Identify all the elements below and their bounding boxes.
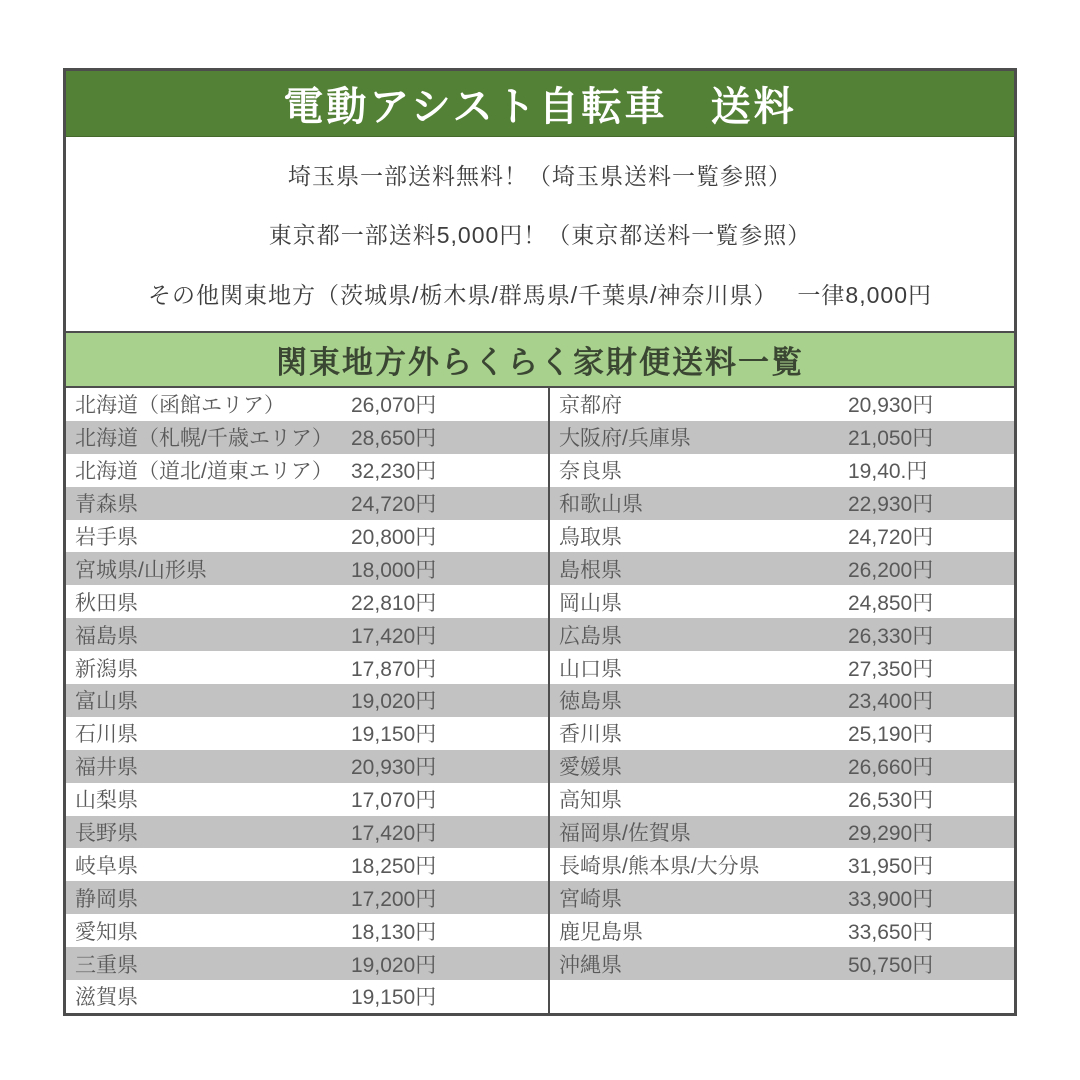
table-row: [550, 618, 1014, 651]
table-row: [550, 783, 1014, 816]
fee-cell: 17,420円: [351, 624, 437, 648]
table-row: [66, 454, 548, 487]
table-row: [66, 388, 548, 421]
fee-cell: 24,720円: [351, 493, 437, 517]
fee-cell: 18,000円: [351, 558, 437, 582]
fee-cell: 17,200円: [351, 887, 437, 911]
fee-cell: 23,400円: [848, 690, 934, 714]
region-cell: 新潟県: [75, 657, 138, 681]
fee-cell: 18,250円: [351, 854, 437, 878]
table-row: [66, 684, 548, 717]
region-cell: 長野県: [75, 822, 138, 846]
region-cell: 北海道（札幌/千歳エリア）: [75, 427, 333, 451]
fee-cell: 29,290円: [848, 822, 934, 846]
fee-cell: 17,870円: [351, 657, 437, 681]
table-row: [66, 585, 548, 618]
table-row: [550, 552, 1014, 585]
content-box: [63, 68, 1017, 1016]
table-row: [550, 684, 1014, 717]
table-row: [550, 454, 1014, 487]
fee-table-left-column: [66, 388, 550, 1013]
region-cell: 和歌山県: [559, 493, 643, 517]
table-row: [66, 717, 548, 750]
fee-cell: 20,800円: [351, 526, 437, 549]
table-row: [550, 520, 1014, 553]
fee-table: [66, 388, 1014, 1013]
fee-cell: 33,900円: [848, 887, 934, 911]
fee-cell: 28,650円: [351, 427, 437, 451]
table-row: [550, 947, 1014, 980]
fee-cell: 17,420円: [351, 822, 437, 846]
fee-cell: 20,930円: [848, 394, 934, 418]
fee-cell: 33,650円: [848, 920, 934, 944]
region-cell: 秋田県: [75, 591, 138, 615]
table-row: [66, 848, 548, 881]
table-row: [550, 388, 1014, 421]
fee-cell: 31,950円: [848, 854, 934, 878]
region-cell: 岩手県: [75, 526, 138, 549]
fee-cell: 19,40.円: [848, 460, 928, 484]
fee-cell: 17,070円: [351, 789, 437, 813]
table-row: [550, 750, 1014, 783]
table-row: [66, 914, 548, 947]
notice-saitama: 埼玉県一部送料無料！（埼玉県送料一覧参照）: [288, 163, 792, 190]
region-cell: 沖縄県: [559, 953, 622, 977]
table-row: [66, 783, 548, 816]
table-row: [66, 520, 548, 553]
table-row: [66, 552, 548, 585]
region-cell: 広島県: [559, 624, 622, 648]
region-cell: 島根県: [559, 558, 622, 582]
region-cell: 徳島県: [559, 690, 622, 714]
table-row: [550, 487, 1014, 520]
notice-other-kanto: その他関東地方（茨城県/栃木県/群馬県/千葉県/神奈川県） 一律8,000円: [147, 281, 932, 308]
region-cell: 山梨県: [75, 789, 138, 813]
region-cell: 北海道（道北/道東エリア）: [75, 460, 333, 484]
region-cell: 北海道（函館エリア）: [75, 394, 285, 418]
region-cell: 宮崎県: [559, 887, 622, 911]
fee-cell: 24,720円: [848, 526, 934, 549]
table-row: [66, 421, 548, 454]
fee-cell: 19,020円: [351, 953, 437, 977]
fee-cell: 18,130円: [351, 920, 437, 944]
region-cell: 石川県: [75, 723, 138, 747]
region-cell: 大阪府/兵庫県: [559, 427, 691, 451]
region-cell: 鹿児島県: [559, 920, 643, 944]
table-row: [66, 487, 548, 520]
fee-cell: 26,330円: [848, 624, 934, 648]
table-row: [550, 816, 1014, 849]
fee-cell: 19,150円: [351, 723, 437, 747]
table-row: [66, 651, 548, 684]
fee-cell: 24,850円: [848, 591, 934, 615]
region-cell: 富山県: [75, 690, 138, 714]
fee-cell: 26,660円: [848, 756, 934, 780]
table-row: [550, 421, 1014, 454]
region-cell: 福島県: [75, 624, 138, 648]
table-row: [550, 585, 1014, 618]
region-cell: 長崎県/熊本県/大分県: [559, 854, 760, 878]
table-row: [66, 881, 548, 914]
fee-table-title: 関東地方外らくらく家財便送料一覧: [66, 331, 1014, 388]
fee-cell: 32,230円: [351, 460, 437, 484]
table-row: [66, 980, 548, 1013]
fee-cell: 21,050円: [848, 427, 934, 451]
table-row: [550, 881, 1014, 914]
table-row: [66, 618, 548, 651]
fee-cell: 50,750円: [848, 953, 934, 977]
page-title: 電動アシスト自転車 送料: [66, 71, 1014, 137]
region-cell: 宮城県/山形県: [75, 558, 207, 582]
region-cell: 福岡県/佐賀県: [559, 822, 691, 846]
table-row: [66, 750, 548, 783]
table-row: [550, 914, 1014, 947]
fee-cell: 19,020円: [351, 690, 437, 714]
fee-cell: 22,810円: [351, 591, 437, 615]
table-row: [66, 947, 548, 980]
region-cell: 青森県: [75, 493, 138, 517]
region-cell: 福井県: [75, 756, 138, 780]
region-cell: 鳥取県: [559, 526, 622, 549]
region-cell: 京都府: [559, 394, 622, 418]
region-cell: 岡山県: [559, 591, 622, 615]
fee-cell: 26,070円: [351, 394, 437, 418]
region-cell: 高知県: [559, 789, 622, 813]
table-row: [550, 848, 1014, 881]
region-cell: 香川県: [559, 723, 622, 747]
table-row: [66, 816, 548, 849]
fee-table-right-column: [550, 388, 1014, 1013]
fee-cell: 25,190円: [848, 723, 934, 747]
region-cell: 滋賀県: [75, 986, 138, 1010]
region-cell: 奈良県: [559, 460, 622, 484]
notice-tokyo: 東京都一部送料5,000円！（東京都送料一覧参照）: [268, 222, 812, 249]
fee-cell: 27,350円: [848, 657, 934, 681]
region-cell: 山口県: [559, 657, 622, 681]
shipping-notices: [66, 137, 1014, 331]
table-row: [550, 980, 1014, 1013]
table-row: [550, 717, 1014, 750]
region-cell: 静岡県: [75, 887, 138, 911]
fee-cell: 20,930円: [351, 756, 437, 780]
region-cell: 愛知県: [75, 920, 138, 944]
region-cell: 岐阜県: [75, 854, 138, 878]
region-cell: 愛媛県: [559, 756, 622, 780]
fee-cell: 19,150円: [351, 986, 437, 1010]
table-row: [550, 651, 1014, 684]
region-cell: 三重県: [75, 953, 138, 977]
fee-cell: 26,530円: [848, 789, 934, 813]
fee-cell: 22,930円: [848, 493, 934, 517]
fee-cell: 26,200円: [848, 558, 934, 582]
